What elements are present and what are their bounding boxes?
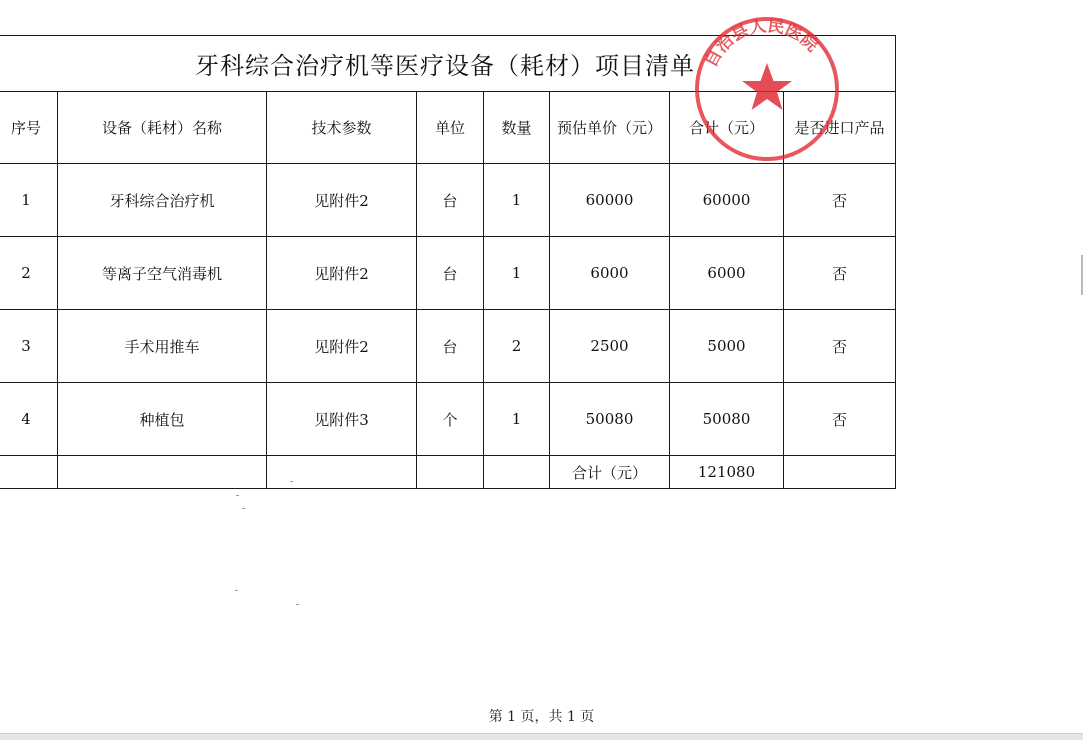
equipment-list-table (0, 35, 896, 489)
table-row (0, 237, 896, 310)
cell-imported: 否 (784, 383, 896, 456)
table-title: 牙科综合治疗机等医疗设备（耗材）项目清单 (0, 36, 896, 92)
scan-speck (296, 604, 299, 605)
cell-unit-price: 50080 (550, 383, 670, 456)
total-empty-cell (484, 456, 550, 489)
header-qty: 数量 (484, 92, 550, 164)
header-unit: 单位 (417, 92, 484, 164)
cell-name: 手术用推车 (58, 310, 267, 383)
header-name: 设备（耗材）名称 (58, 92, 267, 164)
cell-unit: 台 (417, 237, 484, 310)
cell-spec: 见附件2 (267, 310, 417, 383)
scan-speck (290, 481, 293, 482)
total-value: 121080 (670, 456, 784, 489)
cell-qty: 2 (484, 310, 550, 383)
cell-qty: 1 (484, 164, 550, 237)
table-row (0, 383, 896, 456)
cell-imported: 否 (784, 310, 896, 383)
cell-qty: 1 (484, 383, 550, 456)
header-index: 序号 (0, 92, 58, 164)
cell-index: 2 (0, 237, 58, 310)
cell-subtotal: 6000 (670, 237, 784, 310)
total-empty-cell (417, 456, 484, 489)
cell-name: 牙科综合治疗机 (58, 164, 267, 237)
cell-spec: 见附件2 (267, 237, 417, 310)
scan-speck (236, 495, 239, 496)
cell-name: 等离子空气消毒机 (58, 237, 267, 310)
cell-unit-price: 2500 (550, 310, 670, 383)
cell-subtotal: 50080 (670, 383, 784, 456)
page-footer: 第 1 页，共 1 页 (488, 709, 595, 725)
total-row (0, 456, 896, 489)
total-label: 合计（元） (550, 456, 670, 489)
cell-unit: 台 (417, 310, 484, 383)
table-row (0, 310, 896, 383)
cell-unit-price: 60000 (550, 164, 670, 237)
header-spec: 技术参数 (267, 92, 417, 164)
cell-spec: 见附件3 (267, 383, 417, 456)
total-empty-cell (0, 456, 58, 489)
cell-subtotal: 60000 (670, 164, 784, 237)
cell-unit: 台 (417, 164, 484, 237)
scan-speck (242, 508, 245, 509)
total-empty-cell (784, 456, 896, 489)
cell-index: 4 (0, 383, 58, 456)
cell-imported: 否 (784, 164, 896, 237)
cell-imported: 否 (784, 237, 896, 310)
cell-name: 种植包 (58, 383, 267, 456)
table-row (0, 164, 896, 237)
cell-index: 1 (0, 164, 58, 237)
cell-subtotal: 5000 (670, 310, 784, 383)
header-unit-price: 预估单价（元） (550, 92, 670, 164)
cell-unit-price: 6000 (550, 237, 670, 310)
cell-unit: 个 (417, 383, 484, 456)
cell-index: 3 (0, 310, 58, 383)
seal-text: 自治县人民医院 (700, 16, 823, 71)
cell-qty: 1 (484, 237, 550, 310)
header-imported: 是否进口产品 (784, 92, 896, 164)
header-row (0, 92, 896, 164)
header-subtotal: 合计（元） (670, 92, 784, 164)
total-empty-cell (58, 456, 267, 489)
cell-spec: 见附件2 (267, 164, 417, 237)
scan-speck (235, 590, 238, 591)
total-empty-cell (267, 456, 417, 489)
